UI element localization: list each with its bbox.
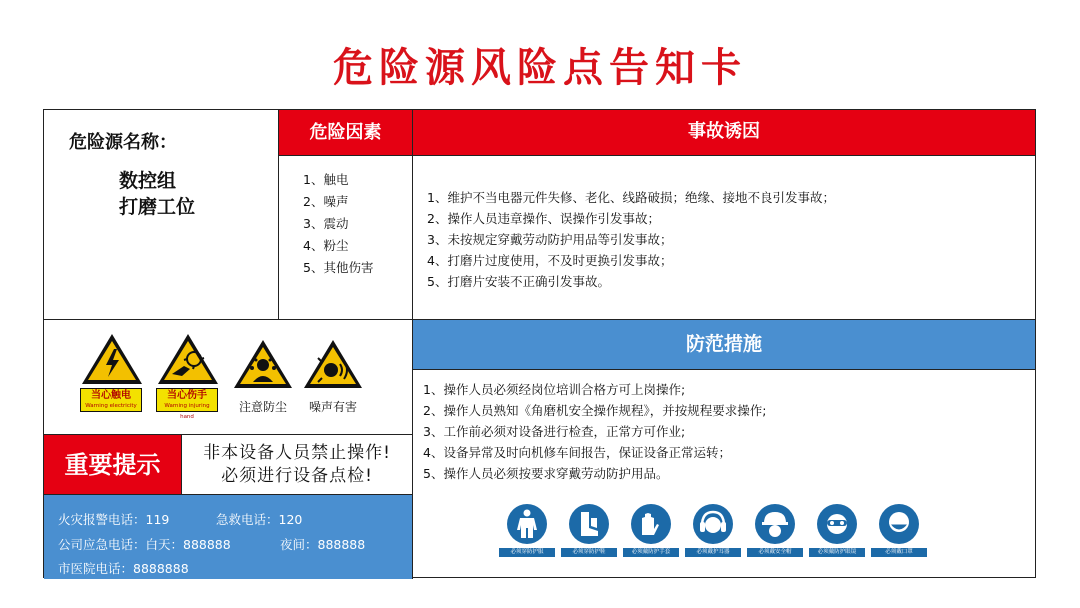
important-notice-body <box>182 435 413 495</box>
warning-sign-cn: 噪声有害 <box>308 400 357 414</box>
safety-helmet-icon <box>755 504 795 544</box>
ppe-label: 必须戴口罩 <box>871 548 927 557</box>
warning-sign-en: Warning electricity <box>85 403 137 409</box>
hazard-source-value-line2: 打磨工位 <box>119 196 196 218</box>
warning-sign-hand <box>156 332 220 420</box>
emergency-phone: 急救电话：120 <box>216 512 303 527</box>
accident-cause-item: 1、维护不当电器元件失修、老化、线路破损；绝缘、接地不良引发事故； <box>427 190 835 205</box>
ppe-sign <box>499 504 555 557</box>
prevention-header: 防范措施 <box>413 320 1035 370</box>
ppe-sign <box>623 504 679 557</box>
fire-phone: 火灾报警电话：119 <box>58 512 170 527</box>
hazard-factors-header: 危险因素 <box>279 110 413 156</box>
warning-label-box <box>156 388 218 420</box>
accident-causes-header: 事故诱因 <box>413 110 1035 156</box>
prevention-item: 5、操作人员必须按要求穿戴劳动防护用品。 <box>423 466 669 481</box>
electric-shock-warning-icon <box>80 332 144 386</box>
warning-sign-electric <box>80 332 144 412</box>
emergency-phones-panel <box>44 495 413 579</box>
hazard-source-value-line1: 数控组 <box>119 170 177 192</box>
hazard-factors-list <box>279 156 413 320</box>
ppe-label: 必须戴防护眼镜 <box>809 548 865 557</box>
ppe-label: 必须戴防护手套 <box>623 548 679 557</box>
ppe-sign <box>747 504 803 557</box>
ppe-signs-row <box>499 504 919 568</box>
hazard-factor-item: 1、触电 <box>303 172 349 187</box>
warning-sign-cn: 当心触电 <box>91 390 131 401</box>
ppe-label: 必须穿防护服 <box>499 548 555 557</box>
warning-sign-cn: 当心伤手 <box>167 390 207 401</box>
ppe-label: 必须穿防护鞋 <box>561 548 617 557</box>
hospital-phone: 市医院电话：8888888 <box>58 561 189 576</box>
accident-causes-list <box>413 156 1035 320</box>
accident-cause-item: 4、打磨片过度使用，不及时更换引发事故； <box>427 253 673 268</box>
hazard-factor-item: 2、噪声 <box>303 194 349 209</box>
accident-cause-item: 2、操作人员违章操作、误操作引发事故； <box>427 211 660 226</box>
prevention-item: 3、工作前必须对设备进行检查，正常方可作业; <box>423 424 686 439</box>
protective-boots-icon <box>569 504 609 544</box>
accident-cause-item: 5、打磨片安装不正确引发事故。 <box>427 274 610 289</box>
accident-cause-item: 3、未按规定穿戴劳动防护用品等引发事故； <box>427 232 673 247</box>
ppe-label: 必须戴护耳器 <box>685 548 741 557</box>
warning-label-box <box>80 388 142 412</box>
notice-line: 非本设备人员禁止操作! <box>203 443 391 463</box>
hazard-source-cell <box>44 110 279 320</box>
warning-sign-cn: 注意防尘 <box>238 400 287 414</box>
warning-sign-en: Warning injuring hand <box>164 403 210 420</box>
company-day-phone: 公司应急电话：白天：888888 <box>58 537 231 552</box>
dust-warning-icon <box>232 338 294 390</box>
hazard-source-label: 危险源名称： <box>69 132 177 153</box>
face-mask-icon <box>879 504 919 544</box>
hazard-factor-item: 4、粉尘 <box>303 238 349 253</box>
important-notice-header: 重要提示 <box>44 435 182 495</box>
protective-gloves-icon <box>631 504 671 544</box>
hand-injury-warning-icon <box>156 332 220 386</box>
card-title: 危险源风险点告知卡 <box>333 45 747 91</box>
ppe-label: 必须戴安全帽 <box>747 548 803 557</box>
ppe-sign <box>561 504 617 557</box>
ppe-sign <box>871 504 927 557</box>
risk-notice-card <box>43 109 1036 578</box>
ear-protection-icon <box>693 504 733 544</box>
protective-clothing-icon <box>507 504 547 544</box>
hazard-factor-item: 3、震动 <box>303 216 349 231</box>
prevention-item: 1、操作人员必须经岗位培训合格方可上岗操作; <box>423 382 686 397</box>
ppe-sign <box>809 504 865 557</box>
warning-sign-dust <box>232 338 294 415</box>
hazard-source-value <box>119 168 195 220</box>
prevention-item: 2、操作人员熟知《角磨机安全操作规程》，并按规程要求操作; <box>423 403 767 418</box>
company-night-phone: 夜间：888888 <box>280 537 366 552</box>
prevention-item: 4、设备异常及时向机修车间报告，保证设备正常运转； <box>423 445 731 460</box>
hazard-factor-item: 5、其他伤害 <box>303 260 374 275</box>
warning-signs-panel <box>44 320 413 435</box>
prevention-list <box>413 370 1035 579</box>
warning-sign-noise <box>302 338 364 415</box>
protective-goggles-icon <box>817 504 857 544</box>
notice-line: 必须进行设备点检! <box>221 466 373 486</box>
noise-warning-icon <box>302 338 364 390</box>
ppe-sign <box>685 504 741 557</box>
